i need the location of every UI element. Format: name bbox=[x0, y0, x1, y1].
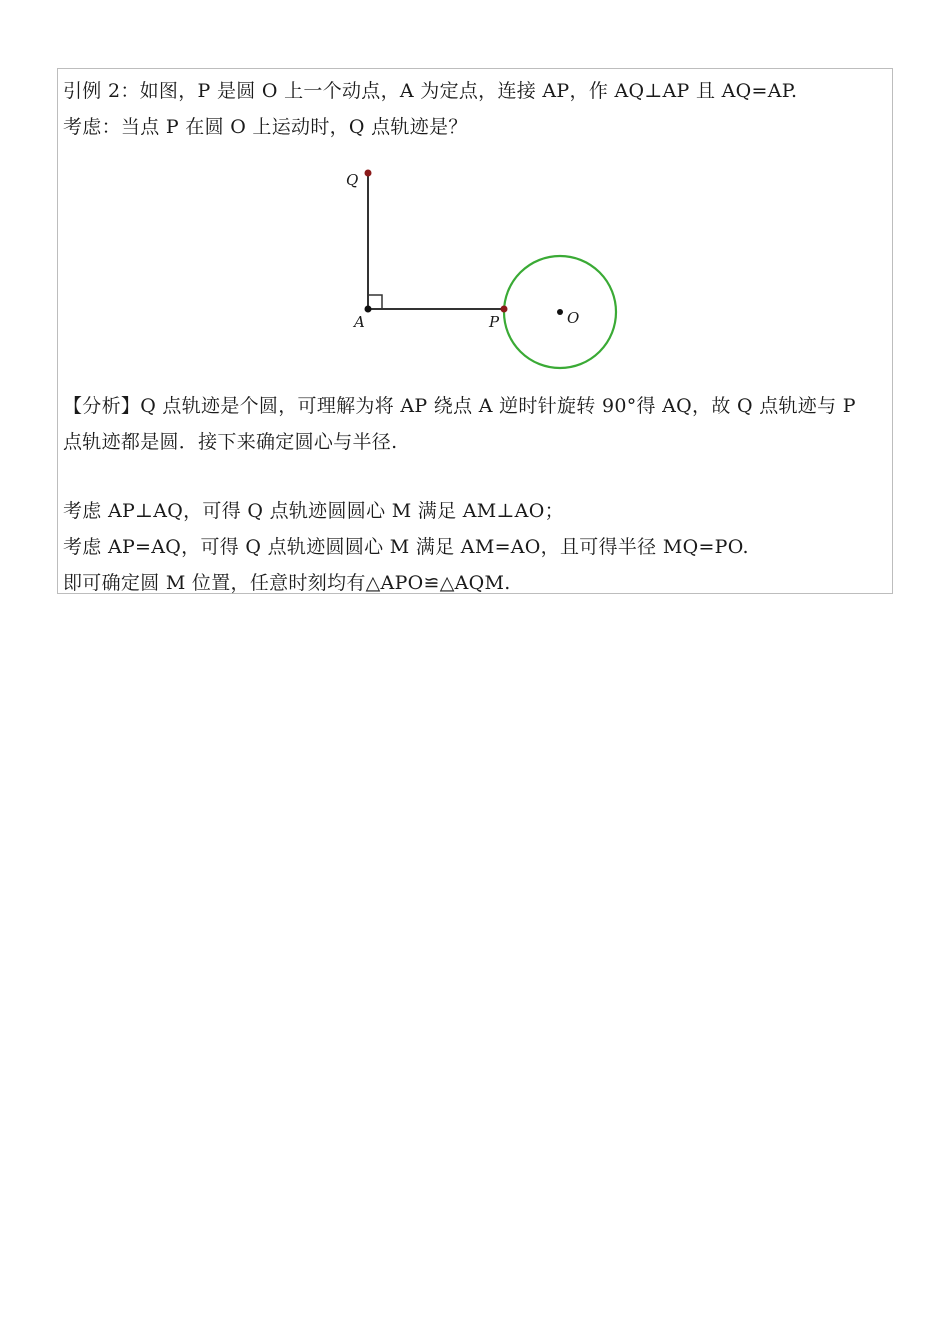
problem-statement: 引例 2：如图，P 是圆 O 上一个动点，A 为定点，连接 AP，作 AQ⊥AP 且 AQ=AP. bbox=[63, 80, 798, 102]
label-o: O bbox=[567, 309, 580, 327]
problem-question: 考虑：当点 P 在圆 O 上运动时，Q 点轨迹是？ bbox=[63, 116, 468, 138]
analysis-line-4: 考虑 AP=AQ，可得 Q 点轨迹圆圆心 M 满足 AM=AO，且可得半径 MQ=PO. bbox=[63, 536, 749, 558]
problem-box bbox=[57, 68, 893, 594]
analysis-line-5: 即可确定圆 M 位置，任意时刻均有△APO≌△AQM. bbox=[63, 572, 511, 594]
label-a: A bbox=[354, 313, 365, 331]
label-p: P bbox=[489, 313, 500, 331]
point-q bbox=[365, 170, 372, 177]
analysis-line-2: 点轨迹都是圆．接下来确定圆心与半径. bbox=[63, 431, 398, 453]
point-o bbox=[557, 309, 563, 315]
geometry-figure bbox=[328, 161, 688, 381]
point-p bbox=[501, 306, 508, 313]
analysis-line-3: 考虑 AP⊥AQ，可得 Q 点轨迹圆圆心 M 满足 AM⊥AO； bbox=[63, 500, 564, 522]
label-q: Q bbox=[346, 171, 359, 189]
analysis-line-1: 【分析】Q 点轨迹是个圆，可理解为将 AP 绕点 A 逆时针旋转 90°得 AQ，故 Q 点轨迹与 P bbox=[63, 395, 856, 417]
point-a bbox=[365, 306, 372, 313]
